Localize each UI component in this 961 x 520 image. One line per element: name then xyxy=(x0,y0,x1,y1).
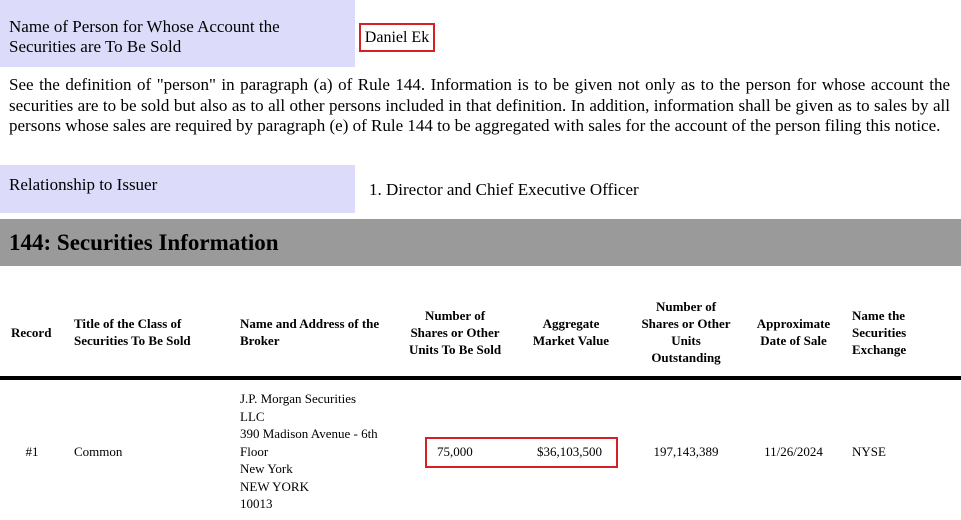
header-market-value: Aggregate Market Value xyxy=(532,316,610,348)
cell-date-of-sale: 11/26/2024 xyxy=(764,444,823,459)
header-divider xyxy=(0,376,961,380)
header-broker: Name and Address of the Broker xyxy=(240,316,380,348)
cell-broker xyxy=(240,390,400,513)
cell-shares-outstanding: 197,143,389 xyxy=(653,444,719,459)
cell-security-class: Common xyxy=(74,444,123,459)
cell-exchange: NYSE xyxy=(852,444,886,459)
broker-line: LLC xyxy=(240,408,265,424)
header-exchange: Name the Securities Exchange xyxy=(852,307,907,357)
broker-line: New York xyxy=(240,461,293,476)
header-security-class: Title of the Class of Securities To Be Sold xyxy=(74,316,191,348)
section-title: 144: Securities Information xyxy=(0,219,961,266)
cell-record: #1 xyxy=(25,444,39,459)
person-definition-note: See the definition of "person" in paragraph (a) of Rule 144. Information is to be given not only as to the person for whose account the securities are to be sold but also as to all other persons included in that definition. In addition, information shall be given as to sales by all persons whose sales are required by paragraph (e) of Rule 144 to be aggregated with sales for the account of the person filing this notice. xyxy=(9,75,950,135)
header-date-of-sale: Approximate Date of Sale xyxy=(756,316,831,348)
header-record: Record xyxy=(11,324,52,340)
broker-line: 10013 xyxy=(240,496,273,511)
cell-market-value: $36,103,500 xyxy=(537,444,602,459)
broker-line: NEW YORK xyxy=(240,478,309,494)
seller-name-label: Name of Person for Whose Account the Securities are To Be Sold xyxy=(0,0,355,67)
broker-line: Floor xyxy=(240,443,269,459)
broker-line: 390 Madison Avenue - 6th xyxy=(240,426,378,441)
header-shares-outstanding: Number of Shares or Other Units Outstanding xyxy=(641,299,731,365)
broker-line: J.P. Morgan Securities xyxy=(240,391,357,406)
seller-name-value: Daniel Ek xyxy=(359,23,435,52)
relationship-value: 1. Director and Chief Executive Officer xyxy=(369,180,639,199)
relationship-label: Relationship to Issuer xyxy=(0,165,355,213)
header-shares-to-sell: Number of Shares or Other Units To Be Sold xyxy=(408,307,502,357)
cell-shares-to-sell: 75,000 xyxy=(437,444,473,459)
